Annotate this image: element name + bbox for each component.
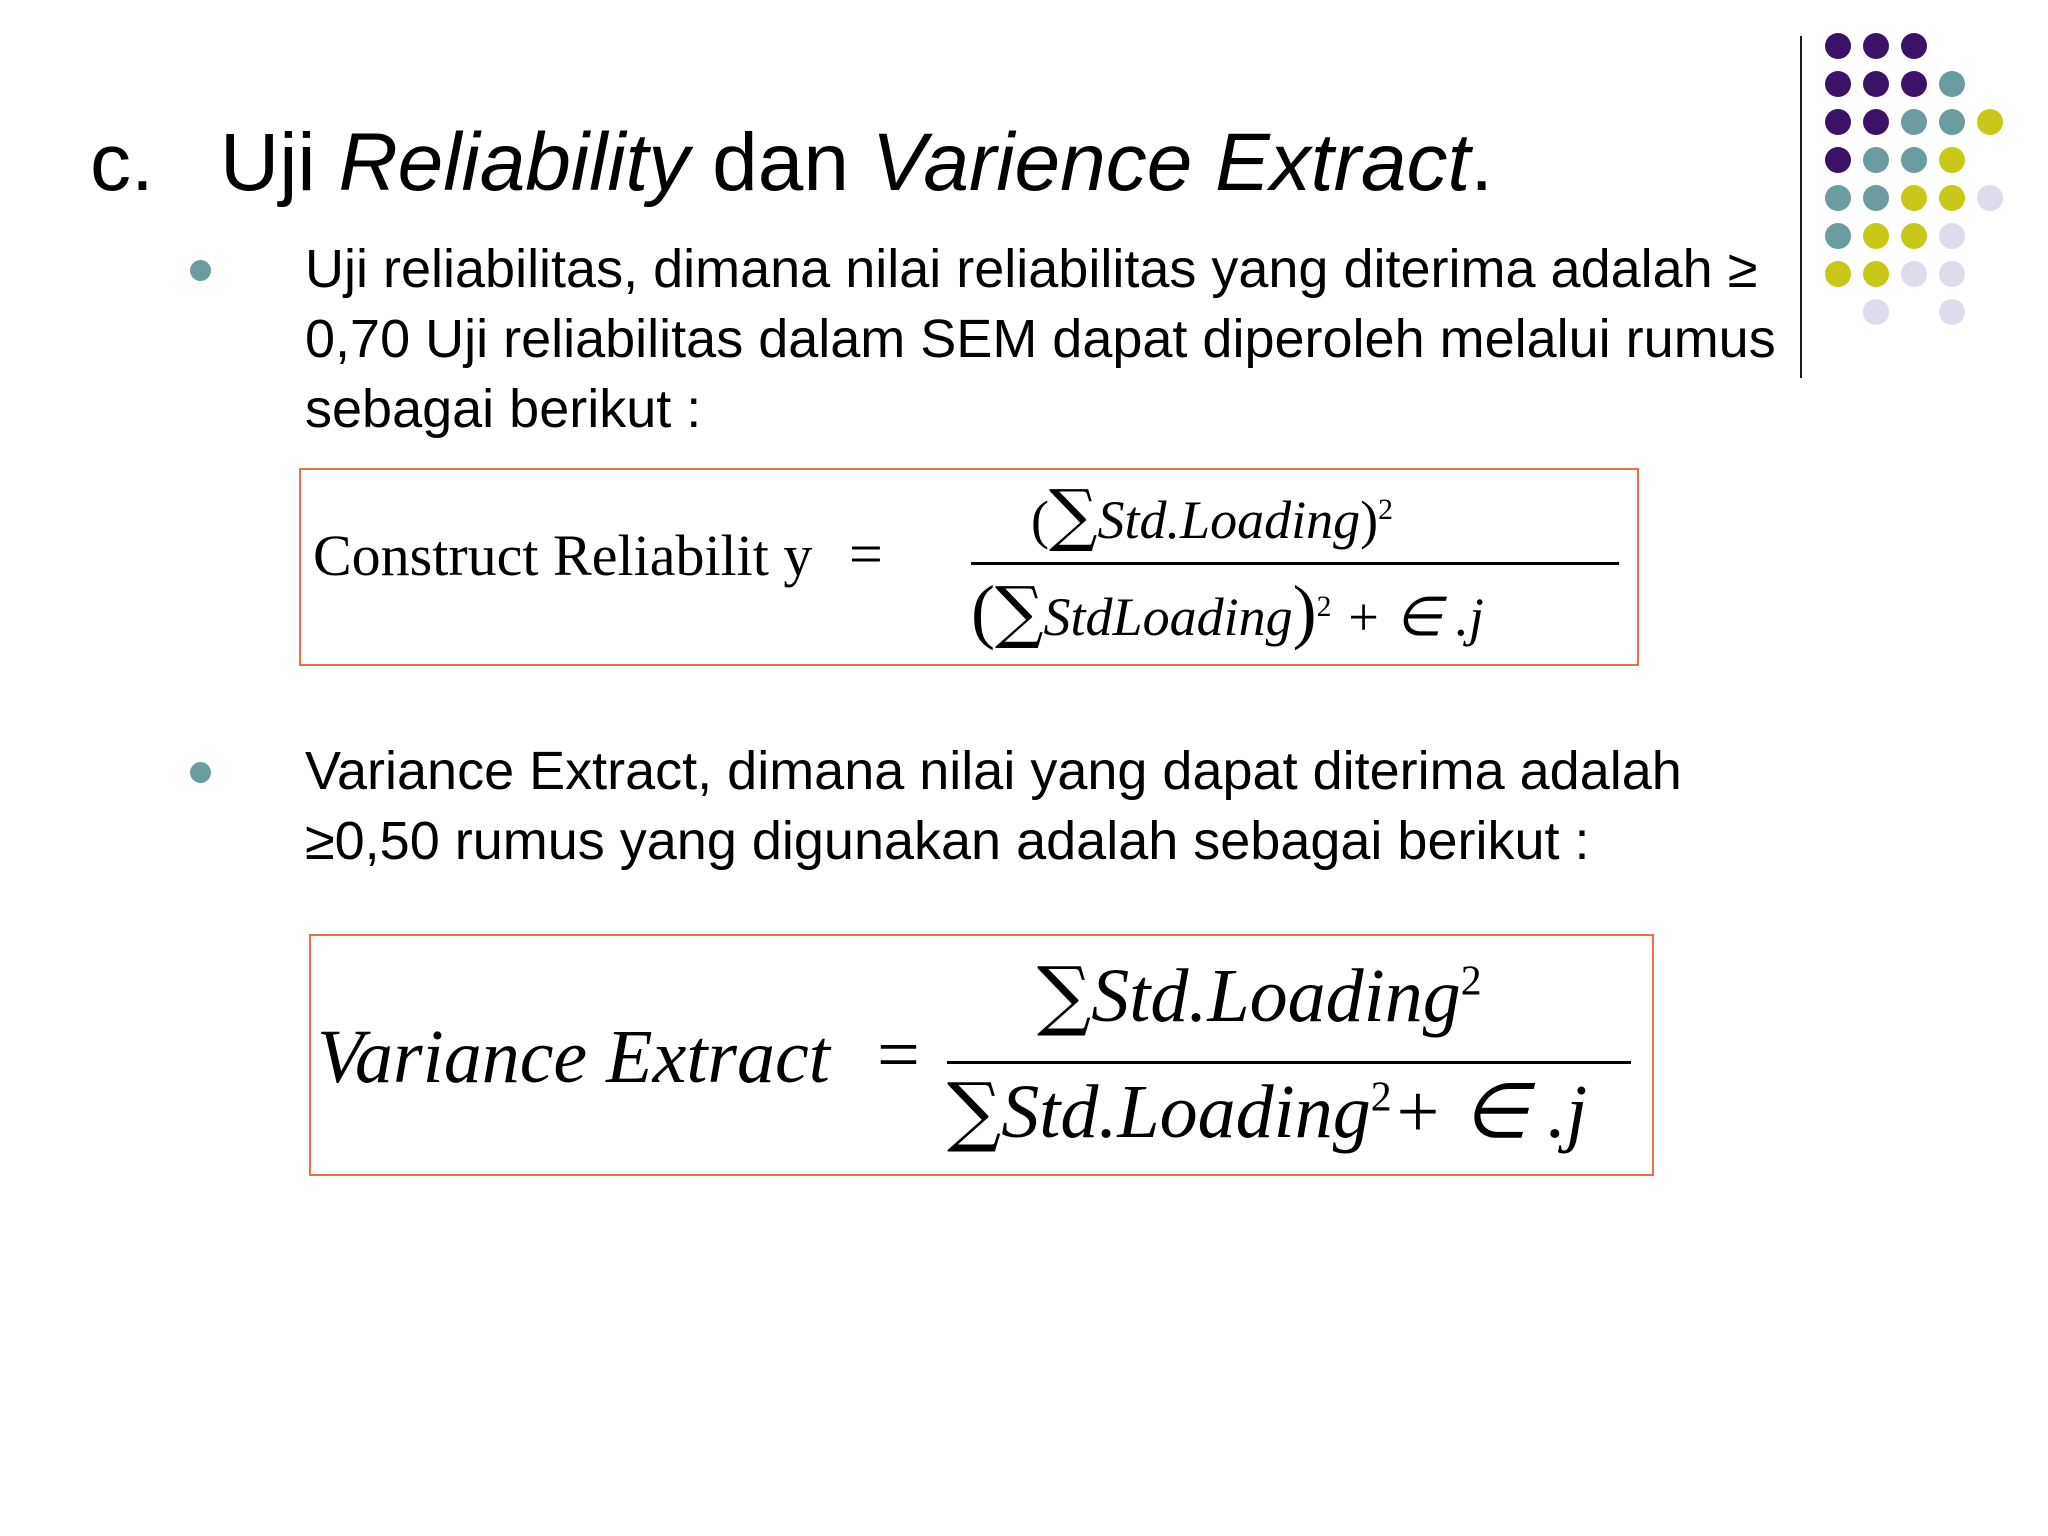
bullet-line: ≥0,50 rumus yang digunakan adalah sebagai berikut : <box>305 811 1590 871</box>
decorative-dot <box>1825 147 1851 173</box>
decorative-dot <box>1863 33 1889 59</box>
decorative-dot <box>1977 185 2003 211</box>
formula-cr-numerator <box>1031 476 1393 555</box>
bullet-text <box>305 736 1682 876</box>
decorative-dot <box>1863 261 1889 287</box>
title-part-2: Reliability <box>338 117 690 208</box>
bullet-dot <box>190 260 211 281</box>
decorative-dot <box>1863 109 1889 135</box>
formula-cr-denominator <box>971 570 1484 653</box>
decorative-dot <box>1939 109 1965 135</box>
decorative-dot <box>1901 109 1927 135</box>
numerator-exponent: 2 <box>1460 958 1482 1005</box>
bullet-text <box>305 234 1776 444</box>
formula-construct-reliability <box>299 468 1639 666</box>
numerator-close-paren: ) <box>1360 490 1379 550</box>
bullet-dot <box>190 762 211 783</box>
numerator-term: Std.Loading <box>1097 490 1361 550</box>
numerator-open-paren: ( <box>1031 490 1049 550</box>
sigma-icon: ∑ <box>947 1066 1002 1155</box>
decorative-dot <box>1825 109 1851 135</box>
decorative-dot <box>1939 147 1965 173</box>
formula-ve-lhs: Variance Extract <box>317 1015 830 1099</box>
bullet-line: Variance Extract, dimana nilai yang dapat diterima adalah <box>305 741 1682 801</box>
decorative-dot <box>1939 223 1965 249</box>
denominator-exponent: 2 <box>1316 591 1332 623</box>
title-part-5: . <box>1470 117 1494 208</box>
bullet-line: Uji reliabilitas, dimana nilai reliabilitas yang diterima adalah ≥ <box>305 239 1758 299</box>
fraction-bar <box>947 1061 1631 1064</box>
numerator-exponent: 2 <box>1378 494 1393 526</box>
vertical-rule <box>1800 36 1802 378</box>
decorative-dot <box>1863 71 1889 97</box>
bullet-line: sebagai berikut : <box>305 379 702 439</box>
decorative-dot <box>1825 223 1851 249</box>
denominator-close-paren: ) <box>1292 571 1317 651</box>
decorative-dot <box>1825 185 1851 211</box>
decorative-dot-grid <box>1820 28 2040 348</box>
title-part-3: dan <box>689 117 872 208</box>
decorative-dot <box>1825 261 1851 287</box>
decorative-dot <box>1901 185 1927 211</box>
decorative-dot <box>1901 33 1927 59</box>
decorative-dot <box>1825 71 1851 97</box>
decorative-dot <box>1863 185 1889 211</box>
denominator-open-paren: ( <box>971 571 995 651</box>
decorative-dot <box>1825 33 1851 59</box>
title-number: c. <box>90 117 154 208</box>
formula-ve-equals: = <box>877 1013 920 1097</box>
decorative-dot <box>1901 71 1927 97</box>
sigma-icon: ∑ <box>994 573 1044 652</box>
decorative-dot <box>1977 109 2003 135</box>
title-part-1: Uji <box>220 117 339 208</box>
decorative-dot <box>1901 147 1927 173</box>
fraction-bar <box>971 562 1619 565</box>
decorative-dot <box>1939 261 1965 287</box>
decorative-dot <box>1939 71 1965 97</box>
numerator-term: Std.Loading <box>1091 954 1461 1038</box>
denominator-tail: + ∈ .j <box>1391 1070 1588 1154</box>
decorative-dot <box>1901 223 1927 249</box>
decorative-dot <box>1863 299 1889 325</box>
sigma-icon: ∑ <box>1037 950 1092 1039</box>
formula-variance-extract <box>309 934 1654 1176</box>
denominator-exponent: 2 <box>1370 1074 1392 1121</box>
slide-title <box>90 118 1493 208</box>
decorative-dot <box>1939 299 1965 325</box>
sigma-icon: ∑ <box>1048 476 1098 555</box>
formula-ve-numerator <box>1037 950 1482 1040</box>
decorative-dot <box>1863 223 1889 249</box>
denominator-term: StdLoading <box>1043 587 1293 647</box>
decorative-dot <box>1939 185 1965 211</box>
title-part-4: Varience Extract <box>871 117 1471 208</box>
denominator-tail: + ∈ .j <box>1344 587 1484 647</box>
decorative-dot <box>1901 261 1927 287</box>
bullet-line: 0,70 Uji reliabilitas dalam SEM dapat diperoleh melalui rumus <box>305 309 1776 369</box>
denominator-term: Std.Loading <box>1001 1070 1371 1154</box>
formula-cr-equals: = <box>849 521 883 587</box>
formula-cr-lhs: Construct Reliabilit y <box>313 523 813 588</box>
formula-ve-denominator <box>947 1066 1587 1156</box>
decorative-dot <box>1863 147 1889 173</box>
